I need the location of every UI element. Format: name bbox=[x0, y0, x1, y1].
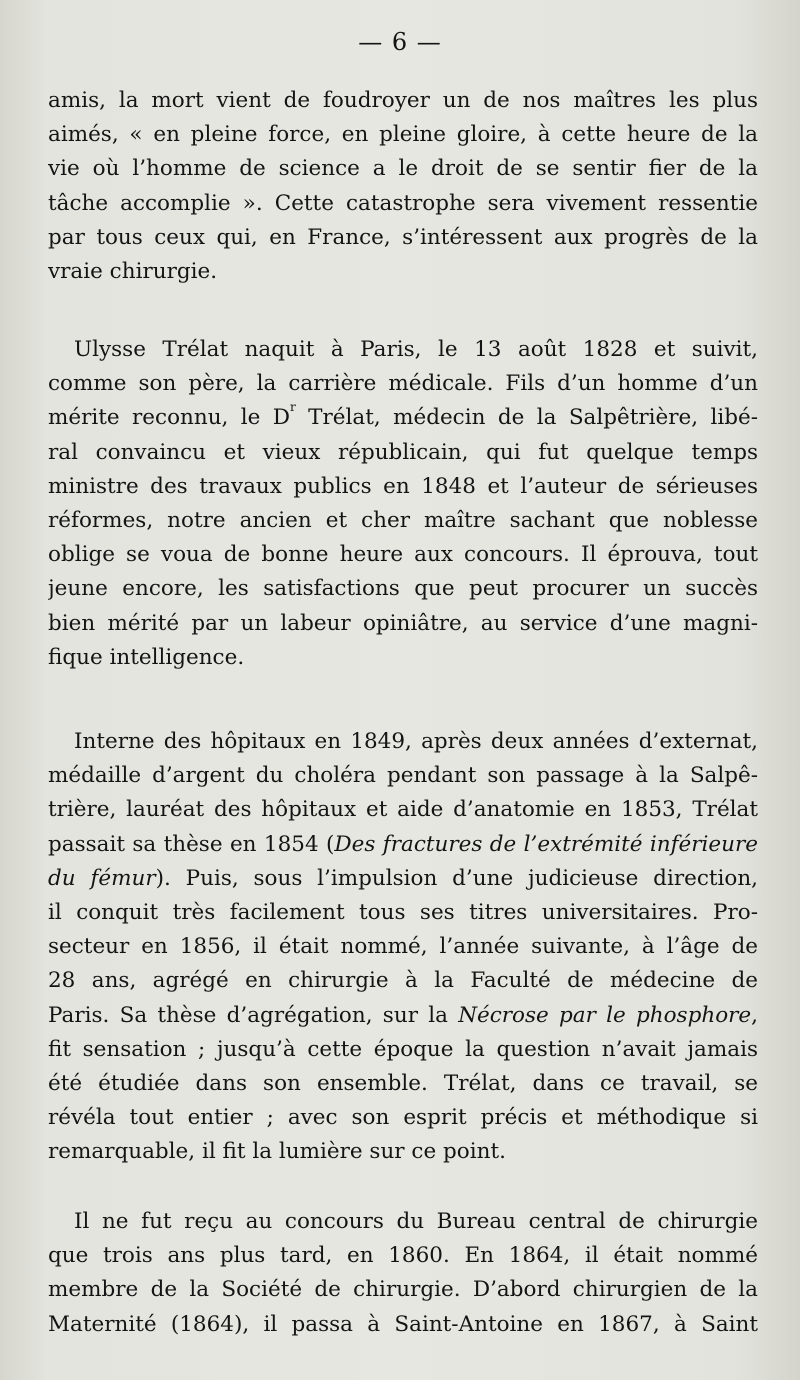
text-line: il conquit très facilement tous ses titres universitaires. Pro- bbox=[48, 899, 758, 925]
text-line: fique intelligence. bbox=[48, 644, 245, 670]
text-line: Il ne fut reçu au concours du Bureau central de chirurgie bbox=[74, 1209, 758, 1234]
text-line: oblige se voua de bonne heure aux concours. Il éprouva, tout bbox=[48, 542, 758, 568]
text-line: comme son père, la carrière médicale. Fils d’un homme d’un bbox=[48, 371, 758, 397]
text-line: été étudiée dans son ensemble. Trélat, dans ce travail, se bbox=[48, 1070, 758, 1096]
text-line: ministre des travaux publics en 1848 et l’auteur de sérieuses bbox=[48, 473, 758, 499]
text-line: ral convaincu et vieux républicain, qui fut quelque temps bbox=[48, 439, 758, 465]
text-line: 28 ans, agrégé en chirurgie à la Faculté de médecine de bbox=[48, 968, 758, 994]
text-line: fit sensation ; jusqu’à cette époque la question n’avait jamais bbox=[48, 1036, 758, 1062]
text-line: amis, la mort vient de foudroyer un de nos maîtres les plus bbox=[48, 88, 758, 113]
paragraph-3 bbox=[48, 725, 758, 1169]
paragraph-4 bbox=[48, 1205, 758, 1342]
text-line bbox=[48, 828, 758, 862]
text-line: trière, lauréat des hôpitaux et aide d’anatomie en 1853, Trélat bbox=[48, 797, 758, 823]
text-segment: mérite reconnu, le D bbox=[48, 405, 291, 431]
paragraph-2 bbox=[48, 333, 758, 675]
text-segment: ). Puis, sous l’impulsion d’une judicieuse direction, bbox=[155, 865, 758, 891]
text-line: par tous ceux qui, en France, s’intéressent aux progrès de la bbox=[48, 224, 758, 250]
text-segment: Trélat, médecin de la Salpêtrière, libé- bbox=[295, 405, 758, 431]
text-segment: passait sa thèse en 1854 ( bbox=[48, 831, 335, 857]
thesis-title-end: du fémur bbox=[48, 865, 156, 891]
text-line bbox=[48, 999, 758, 1033]
text-line: aimés, « en pleine force, en pleine gloire, à cette heure de la bbox=[48, 122, 758, 148]
text-line: remarquable, il fit la lumière sur ce point. bbox=[48, 1139, 506, 1165]
text-line: vraie chirurgie. bbox=[48, 258, 218, 284]
text-line: que trois ans plus tard, en 1860. En 1864, il était nommé bbox=[48, 1243, 758, 1269]
thesis-title: Des fractures de l’extrémité inférieure bbox=[334, 831, 758, 857]
text-line: jeune encore, les satisfactions que peut procurer un succès bbox=[48, 576, 758, 602]
text-line: révéla tout entier ; avec son esprit précis et méthodique si bbox=[48, 1105, 758, 1131]
paragraph-1 bbox=[48, 84, 758, 289]
text-line: Maternité (1864), il passa à Saint-Antoine en 1867, à Saint bbox=[48, 1311, 758, 1337]
text-line: réformes, notre ancien et cher maître sachant que noblesse bbox=[48, 507, 758, 533]
text-line: bien mérité par un labeur opiniâtre, au service d’une magni- bbox=[48, 610, 758, 636]
text-line: tâche accomplie ». Cette catastrophe sera vivement ressentie bbox=[48, 190, 758, 216]
text-line: secteur en 1856, il était nommé, l’année suivante, à l’âge de bbox=[48, 934, 758, 960]
text-line bbox=[48, 862, 758, 896]
text-line bbox=[48, 401, 758, 435]
text-segment: , bbox=[751, 1002, 758, 1028]
text-line: membre de la Société de chirurgie. D’abord chirurgien de la bbox=[48, 1277, 758, 1303]
text-line: Interne des hôpitaux en 1849, après deux années d’externat, bbox=[74, 729, 758, 754]
text-segment: Paris. Sa thèse d’agrégation, sur la bbox=[48, 1002, 459, 1028]
page-number: — 6 — bbox=[358, 28, 442, 56]
aggregation-title: Nécrose par le phosphore bbox=[458, 1002, 752, 1028]
text-line: vie où l’homme de science a le droit de se sentir fier de la bbox=[48, 156, 758, 182]
superscript: r bbox=[290, 401, 296, 415]
text-line: médaille d’argent du choléra pendant son passage à la Salpê- bbox=[48, 763, 758, 789]
text-line: Ulysse Trélat naquit à Paris, le 13 août 1828 et suivit, bbox=[74, 337, 758, 362]
